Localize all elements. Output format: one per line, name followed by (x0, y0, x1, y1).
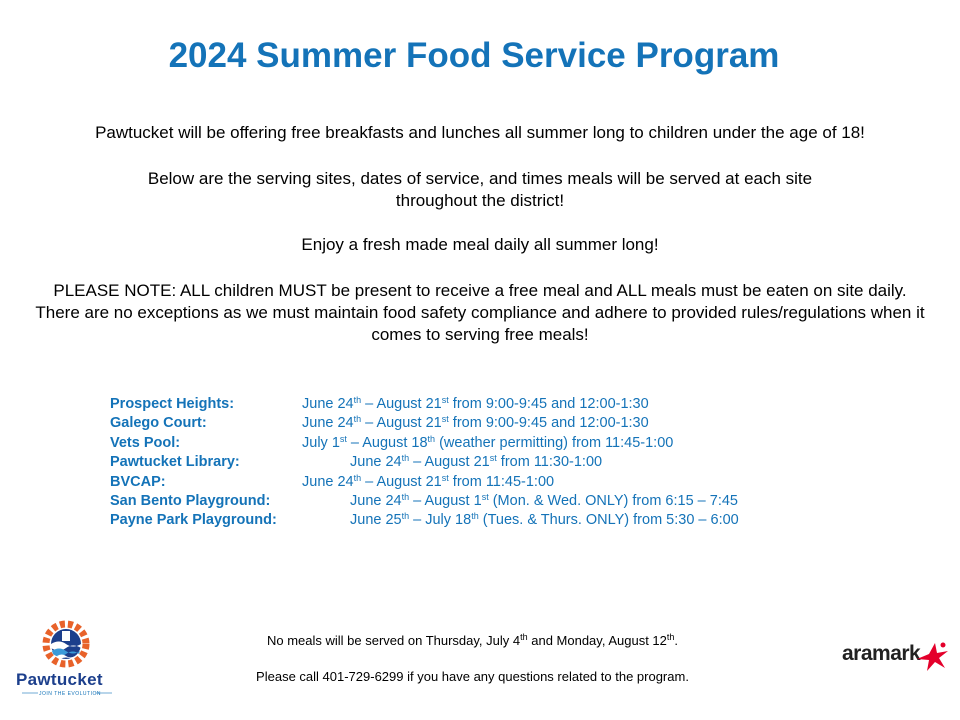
site-name: Vets Pool: (110, 434, 181, 451)
pawtucket-tagline: JOIN THE EVOLUTION (39, 691, 101, 697)
site-row-san-bento-playground (110, 493, 870, 512)
site-schedule: June 24th – August 21st from 11:30-1:00 (350, 453, 603, 471)
no-meals-notice: No meals will be served on Thursday, July 4th and Monday, August 12th. (266, 632, 679, 648)
serving-sites-list (110, 396, 870, 532)
site-schedule: June 24th – August 21st from 9:00-9:45 and 12:00-1:30 (302, 395, 649, 412)
site-name: Galego Court: (110, 415, 207, 432)
site-row-pawtucket-library (110, 454, 870, 473)
site-row-prospect-heights (110, 396, 870, 415)
site-name: Pawtucket Library: (110, 454, 240, 471)
site-name: Payne Park Playground: (110, 512, 277, 529)
site-name: Prospect Heights: (110, 396, 235, 412)
intro-paragraph-sites: Below are the serving sites, dates of service, and times meals will be served at each site throughout the district! (147, 169, 813, 210)
intro-paragraph-offer: Pawtucket will be offering free breakfasts and lunches all summer long to children under the age of 18! (95, 123, 865, 142)
page-title: 2024 Summer Food Service Program (168, 36, 780, 75)
site-schedule: June 24th – August 21st from 9:00-9:45 and 12:00-1:30 (302, 414, 649, 432)
pawtucket-wordmark: Pawtucket (16, 670, 103, 689)
aramark-wordmark: aramark (842, 642, 921, 665)
site-schedule: July 1st – August 18th (weather permitting) from 11:45-1:00 (302, 433, 674, 451)
site-row-bvcap (110, 474, 870, 493)
intro-paragraph-note: PLEASE NOTE: ALL children MUST be present to receive a free meal and ALL meals must be eaten on site daily. There are no exceptions as we must maintain food safety compliance and adhere to provided rules/regulations when it comes to serving free meals! (35, 281, 925, 344)
aramark-star-icon (915, 641, 949, 673)
site-row-galego-court (110, 415, 870, 434)
site-row-vets-pool (110, 435, 870, 454)
site-name: BVCAP: (110, 473, 166, 490)
contact-notice: Please call 401-729-6299 if you have any questions related to the program. (256, 669, 689, 684)
site-name: San Bento Playground: (110, 492, 271, 509)
site-schedule: June 24th – August 1st (Mon. & Wed. ONLY) from 6:15 – 7:45 (350, 491, 738, 509)
intro-paragraph-enjoy: Enjoy a fresh made meal daily all summer long! (301, 235, 659, 254)
site-row-payne-park-playground (110, 512, 870, 531)
site-schedule: June 25th – July 18th (Tues. & Thurs. ONLY) from 5:30 – 6:00 (350, 511, 739, 529)
site-schedule: June 24th – August 21st from 11:45-1:00 (302, 472, 555, 490)
